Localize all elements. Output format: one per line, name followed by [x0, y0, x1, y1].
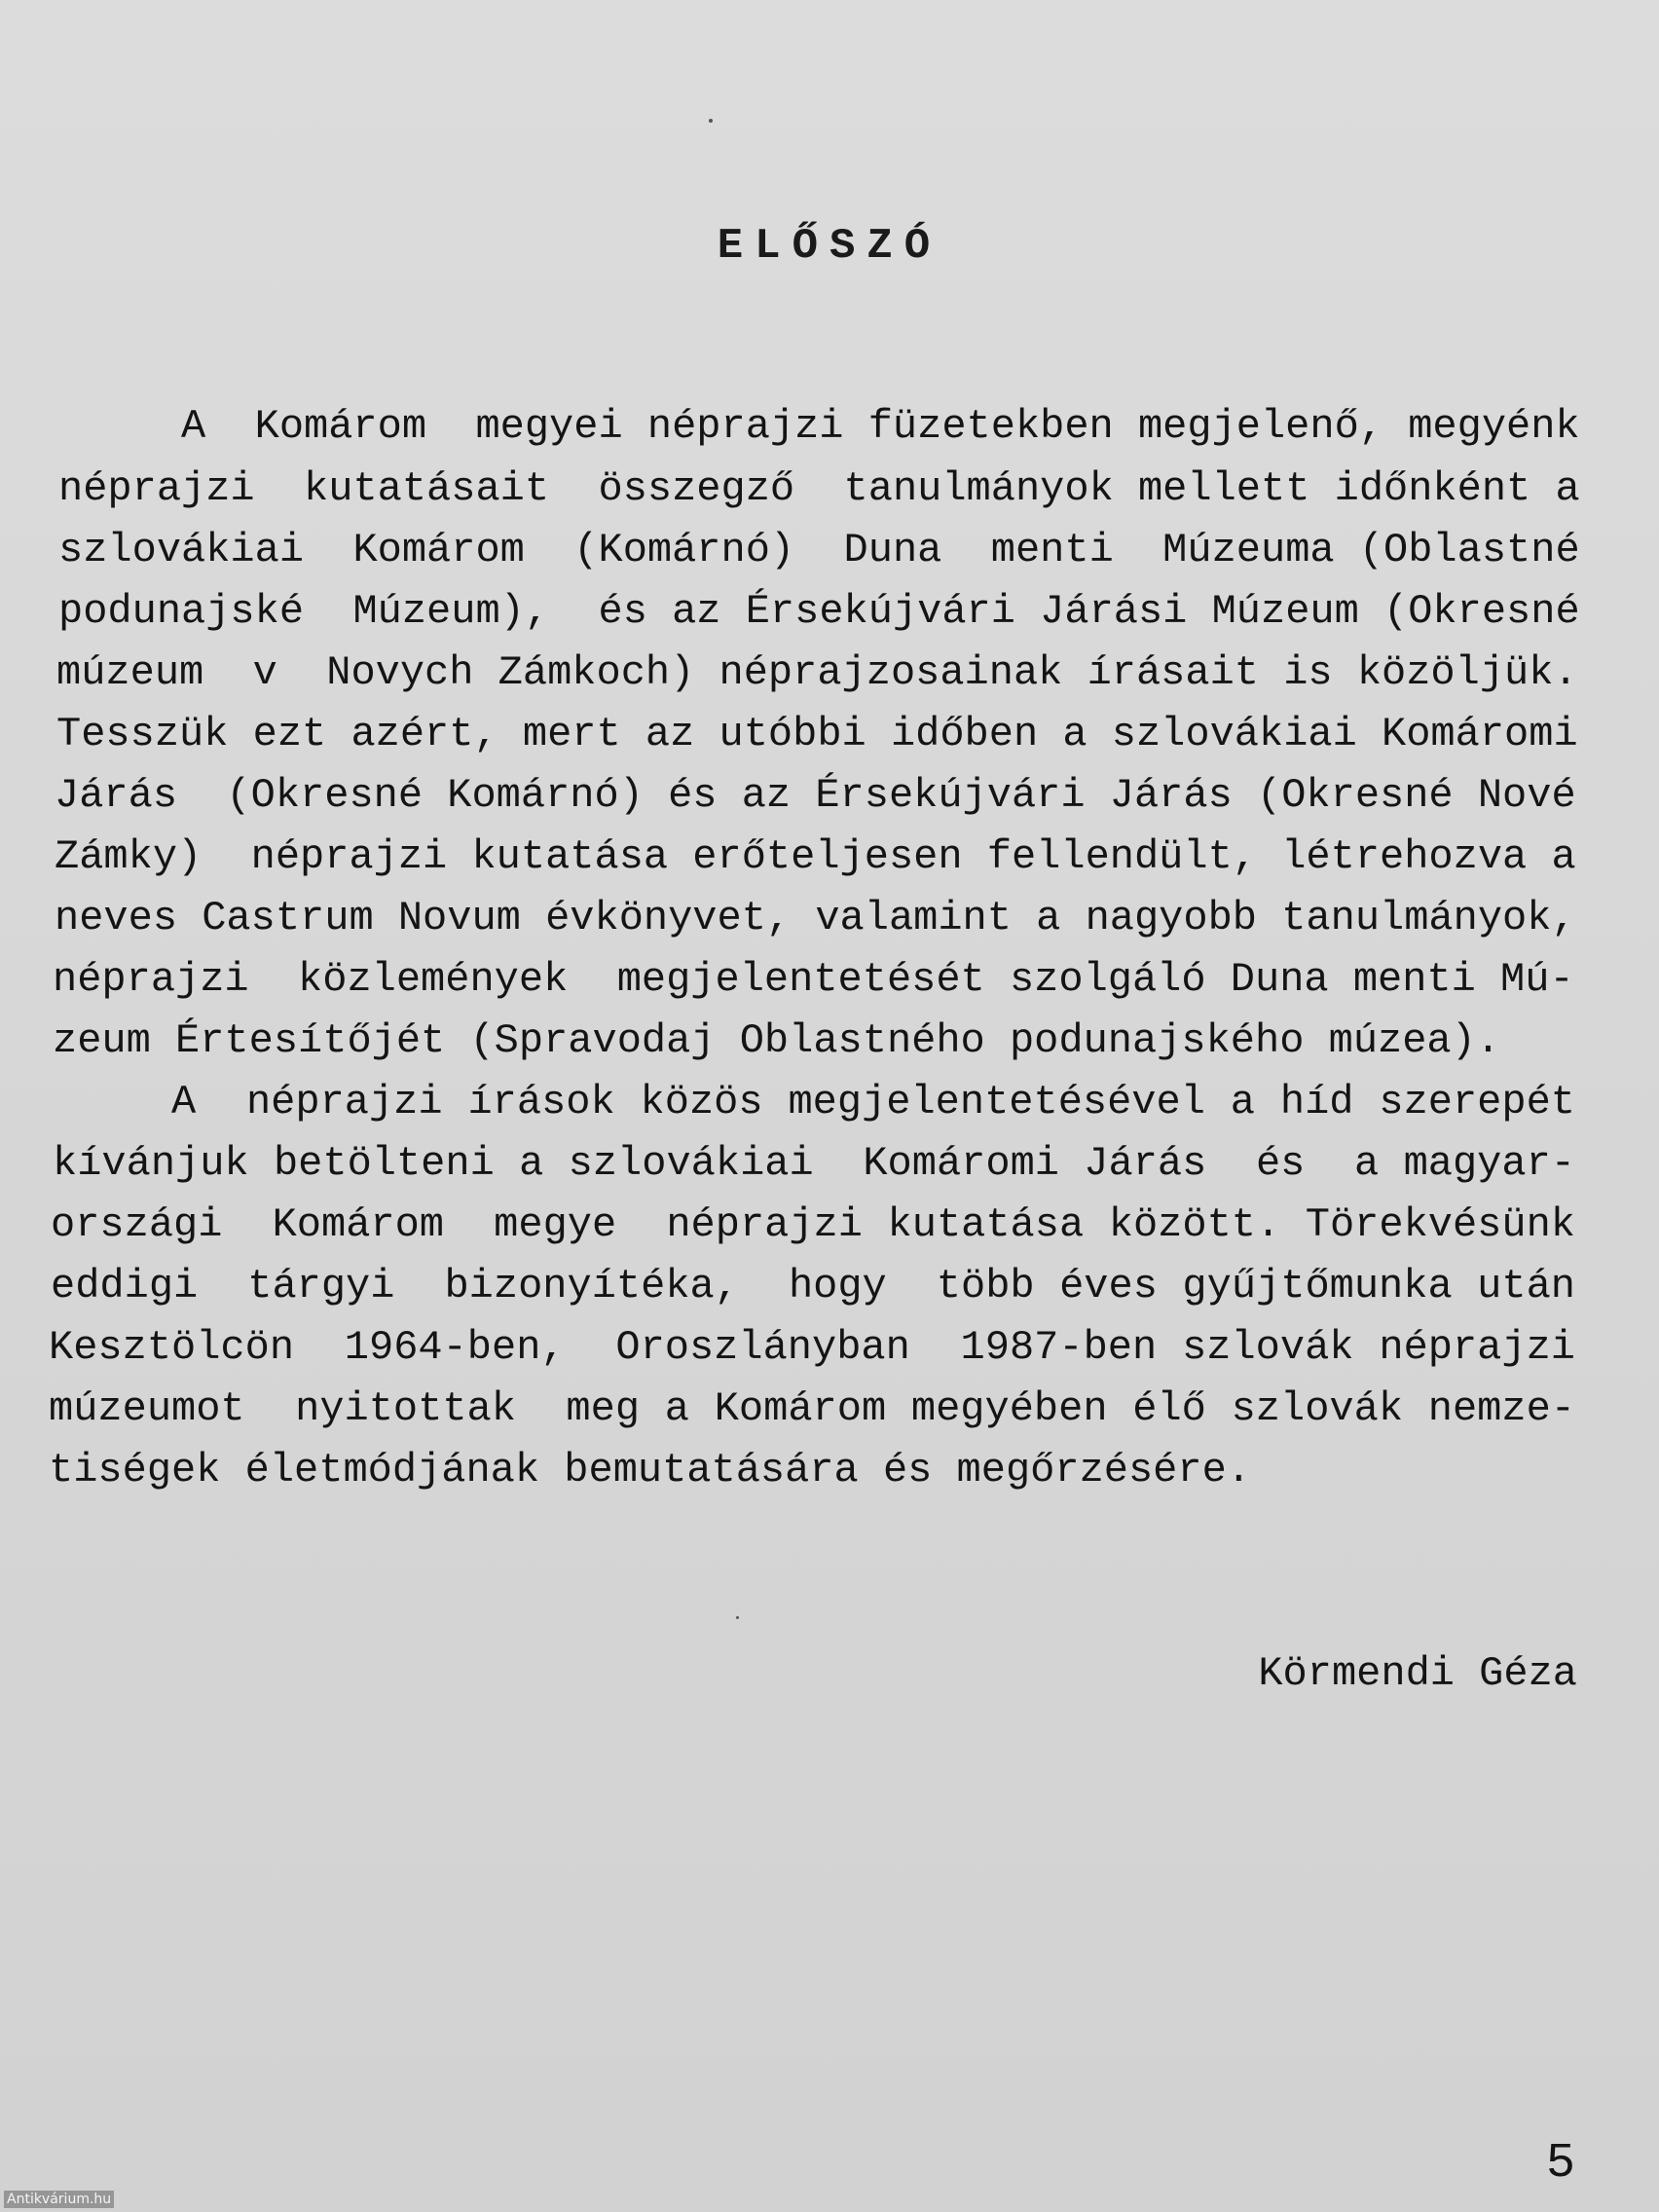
text-line: neves Castrum Novum évkönyvet, valamint a nagyobb tanulmányok, — [55, 895, 1576, 941]
text-line: Járás (Okresné Komárnó) és az Érsekújvári Járás (Okresné Nové — [55, 772, 1576, 819]
text-line: kívánjuk betölteni a szlovákiai Komáromi Járás és a magyar- — [53, 1140, 1575, 1187]
text-line: Kesztölcön 1964-ben, Oroszlányban 1987-ben szlovák néprajzi — [49, 1324, 1575, 1371]
page-title: ELŐSZÓ — [717, 222, 942, 271]
text-line: eddigi tárgyi bizonyítéka, hogy több éves gyűjtőmunka után — [51, 1263, 1575, 1309]
author-signature: Körmendi Géza — [1258, 1650, 1577, 1697]
text-line: néprajzi kutatásait összegző tanulmányok mellett időnként a — [58, 465, 1580, 512]
text-line: tiségek életmódjának bemutatására és megőrzésére. — [49, 1447, 1252, 1493]
text-line: országi Komárom megye néprajzi kutatása között. Törekvésünk — [51, 1201, 1575, 1248]
text-line: szlovákiai Komárom (Komárnó) Duna menti Múzeuma (Oblastné — [58, 527, 1580, 573]
text-line: múzeumot nyitottak meg a Komárom megyében élő szlovák nemze- — [49, 1385, 1575, 1432]
text-line: Zámky) néprajzi kutatása erőteljesen fellendült, létrehozva a — [55, 833, 1576, 880]
text-line: zeum Értesítőjét (Spravodaj Oblastného podunajského múzea). — [53, 1017, 1501, 1064]
text-line: A néprajzi írások közös megjelentetésével a híd szerepét — [171, 1079, 1575, 1125]
text-line: Tesszük ezt azért, mert az utóbbi időben a szlovákiai Komáromi — [56, 711, 1578, 757]
print-speck — [736, 1616, 739, 1619]
text-line: A Komárom megyei néprajzi füzetekben megjelenő, megyénk — [181, 403, 1580, 450]
page-number: 5 — [1545, 2136, 1575, 2192]
text-line: néprajzi közlemények megjelentetését szolgáló Duna menti Mú- — [53, 956, 1574, 1003]
text-line: podunajské Múzeum), és az Érsekújvári Járási Múzeum (Okresné — [58, 588, 1580, 635]
print-speck — [709, 119, 713, 123]
text-line: múzeum v Novych Zámkoch) néprajzosainak írásait is közöljük. — [56, 649, 1578, 696]
watermark: Antikvárium.hu — [4, 2191, 114, 2208]
